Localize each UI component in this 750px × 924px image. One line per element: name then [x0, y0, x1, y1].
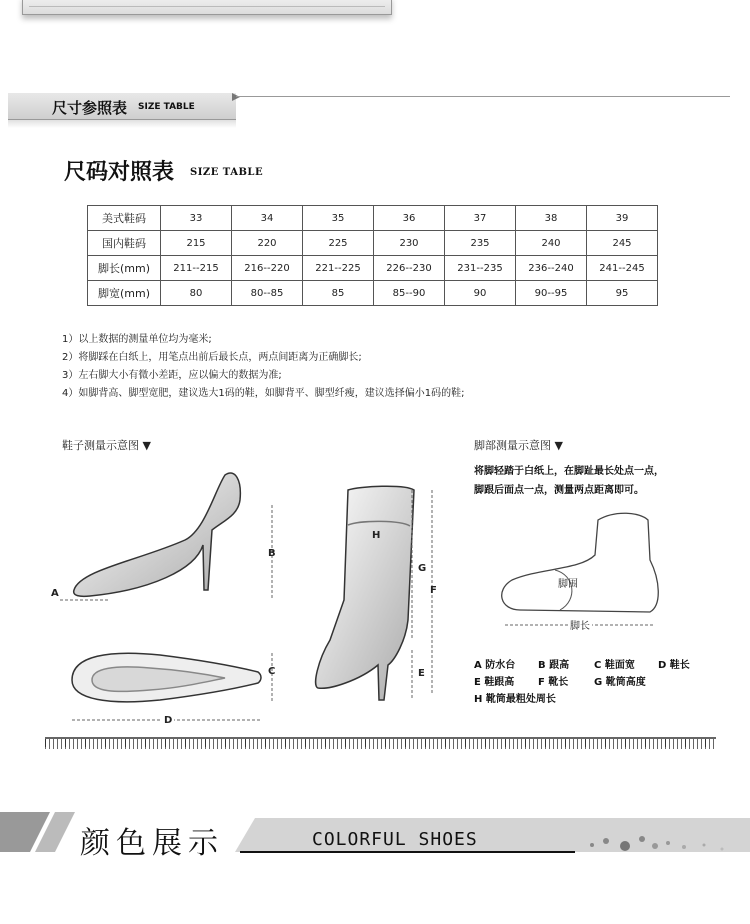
label-h: H: [372, 530, 381, 541]
legend-item: H 靴筒最粗处周长: [474, 694, 556, 705]
table-cell: 236--240: [516, 256, 587, 281]
table-cell: 225: [303, 231, 374, 256]
label-a: A: [51, 588, 59, 599]
foot-diagram-title: 脚部测量示意图 ▼: [474, 439, 563, 452]
footer-title: 颜色展示: [80, 826, 224, 861]
footer-dot: [652, 843, 658, 849]
note-line: 4）如脚背高、脚型宽肥，建议选大1码的鞋，如脚背平、脚型纤瘦，建议选择偏小1码的鞋;: [62, 388, 465, 399]
desc-line: 脚跟后面点一点，测量两点距离即可。: [474, 485, 644, 496]
note-line: 3）左右脚大小有微小差距，应以偏大的数据为准;: [62, 370, 282, 381]
desc-line: 将脚轻踏于白纸上，在脚趾最长处点一点，: [474, 466, 664, 477]
table-cell: 221--225: [303, 256, 374, 281]
section-header-subtitle: SIZE TABLE: [138, 102, 195, 112]
table-cell: 39: [587, 206, 658, 231]
table-cell: 226--230: [374, 256, 445, 281]
label-c: C: [268, 666, 276, 677]
note-line: 1）以上数据的测量单位均为毫米;: [62, 334, 212, 345]
row-header: 脚宽(mm): [88, 281, 161, 306]
table-cell: 215: [161, 231, 232, 256]
legend-row: [474, 674, 690, 691]
footer-dot: [682, 845, 686, 849]
legend-item: F 靴长: [538, 677, 569, 688]
footer-dot: [639, 836, 645, 842]
table-cell: 241--245: [587, 256, 658, 281]
note-line: 2）将脚踩在白纸上，用笔点出前后最长点，两点间距离为正确脚长;: [62, 352, 362, 363]
table-cell: 231--235: [445, 256, 516, 281]
foot-outline: [502, 513, 659, 612]
footer-dot: [620, 841, 630, 851]
boot-side-view: [316, 486, 414, 700]
label-f: F: [430, 585, 437, 596]
row-header: 美式鞋码: [88, 206, 161, 231]
table-cell: 230: [374, 231, 445, 256]
legend-item: E 鞋跟高: [474, 677, 515, 688]
table-cell: 90: [445, 281, 516, 306]
table-cell: 216--220: [232, 256, 303, 281]
shoe-diagram-title: 鞋子测量示意图 ▼: [62, 439, 151, 452]
size-table-title: 尺码对照表: [64, 159, 175, 185]
table-cell: 95: [587, 281, 658, 306]
legend-item: C 鞋面宽: [594, 660, 635, 671]
footer-dot: [721, 848, 724, 851]
table-cell: 85--90: [374, 281, 445, 306]
table-cell: 34: [232, 206, 303, 231]
footer-dot: [666, 841, 670, 845]
legend-row: [474, 657, 690, 674]
table-cell: 240: [516, 231, 587, 256]
table-cell: 33: [161, 206, 232, 231]
footer-dot: [703, 844, 706, 847]
size-table-subtitle: SIZE TABLE: [190, 167, 264, 178]
footer-dot: [590, 843, 594, 847]
label-d: D: [164, 715, 173, 726]
legend-row: [474, 691, 690, 708]
label-g: G: [418, 563, 427, 574]
legend-item: B 跟高: [538, 660, 570, 671]
pump-side-view: [74, 473, 241, 596]
table-cell: 36: [374, 206, 445, 231]
legend-item: G 靴筒高度: [594, 677, 646, 688]
legend-item: D 鞋长: [658, 660, 690, 671]
foot-circ-label: 脚围: [558, 579, 578, 590]
footer-subtitle: COLORFUL SHOES: [312, 829, 478, 850]
table-cell: 211--215: [161, 256, 232, 281]
row-header: 脚长(mm): [88, 256, 161, 281]
row-header: 国内鞋码: [88, 231, 161, 256]
table-cell: 80--85: [232, 281, 303, 306]
table-cell: 80: [161, 281, 232, 306]
table-cell: 35: [303, 206, 374, 231]
diagram-legend: [474, 657, 690, 708]
table-cell: 220: [232, 231, 303, 256]
pump-top-view: [72, 653, 261, 702]
table-cell: 235: [445, 231, 516, 256]
label-b: B: [268, 548, 276, 559]
table-cell: 37: [445, 206, 516, 231]
table-cell: 85: [303, 281, 374, 306]
legend-item: A 防水台: [474, 660, 516, 671]
section-header-title: 尺寸参照表: [52, 99, 128, 117]
footer-dot: [603, 838, 609, 844]
ruler-major-ticks: [45, 739, 716, 747]
table-cell: 38: [516, 206, 587, 231]
label-e: E: [418, 668, 425, 679]
foot-length-label: 脚长: [568, 617, 592, 632]
table-cell: 245: [587, 231, 658, 256]
table-cell: 90--95: [516, 281, 587, 306]
